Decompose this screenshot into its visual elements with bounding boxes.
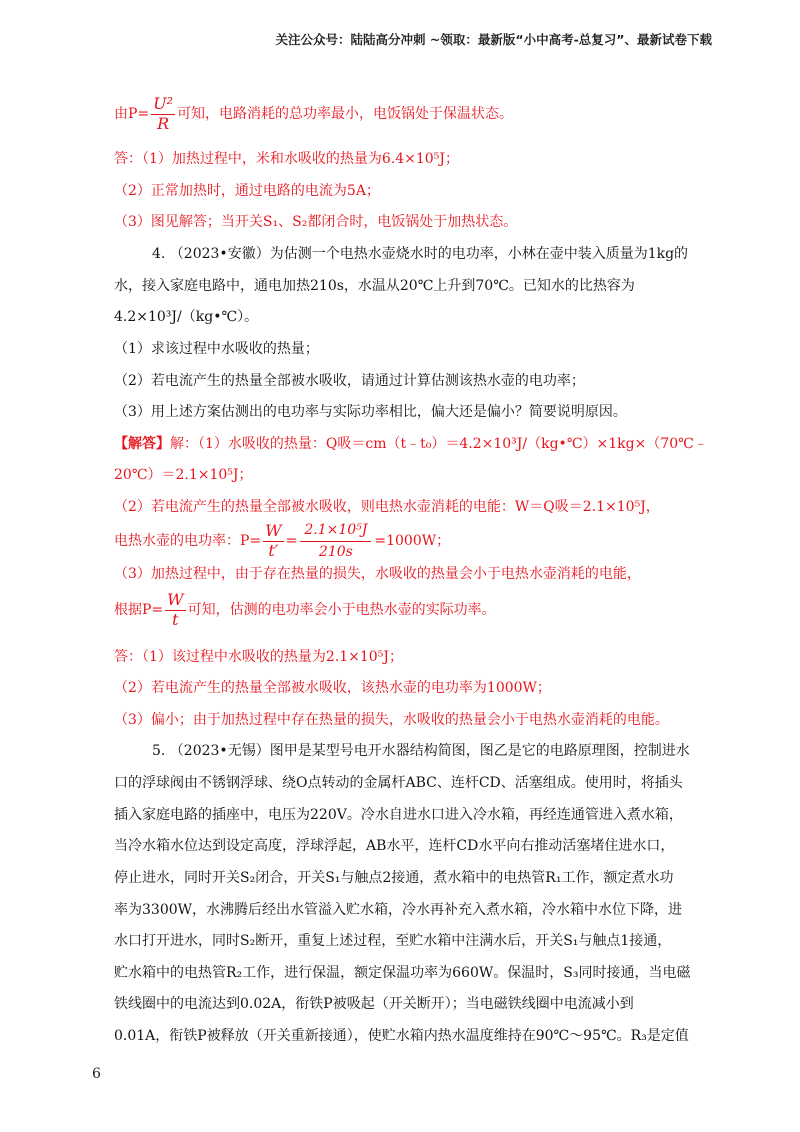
final-answer-3: （3）偏小；由于加热过程中存在热量的损失，水吸收的热量会小于电热水壶消耗的电能。: [114, 712, 669, 728]
text-fragment: 可知，电路消耗的总功率最小，电饭锅处于保温状态。: [177, 106, 514, 122]
text-fragment: =1000W；: [374, 533, 451, 549]
fraction-u2-over-r: [151, 93, 175, 133]
solution-line-3: （2）若电流产生的热量全部被水吸收，则电热水壶消耗的电能：W＝Q吸＝2.1×10⁵J，: [114, 499, 660, 515]
equals-sign: =: [285, 533, 298, 549]
fraction-w-over-t: [165, 589, 185, 629]
answer-line-2: （2）正常加热时，通过电路的电流为5A；: [114, 183, 380, 199]
question-5-line-2: 口的浮球阀由不锈钢浮球、绕O点转动的金属杆ABC、连杆CD、活塞组成。使用时，将插头: [114, 775, 683, 791]
text-fragment: 可知，估测的电功率会小于电热水壶的实际功率。: [187, 602, 496, 618]
question-4-line-1: 4. （2023•安徽）为估测一个电热水壶烧水时的电功率，小林在壶中装入质量为1kg的: [152, 246, 689, 262]
fraction-numerator: W: [265, 520, 282, 540]
solution-tag: 【解答】: [114, 436, 170, 452]
question-5-line-5: 停止进水，同时开关S₂闭合，开关S₁与触点2接通，煮水箱中的电热管R₁工作，额定煮水功: [114, 870, 674, 886]
question-5-line-9: 铁线圈中的电流达到0.02A，衔铁P被吸起（开关断开）；当电磁铁线圈中电流减小到: [114, 996, 634, 1012]
page-header: 关注公众号：陆陆高分冲刺 ~领取：最新版“小中高考-总复习”、最新试卷下载: [275, 32, 712, 47]
question-4-sub-2: （2）若电流产生的热量全部被水吸收，请通过计算估测该热水壶的电功率；: [114, 373, 585, 389]
fraction-denominator: t′: [268, 540, 279, 560]
final-answer-1: 答：（1）该过程中水吸收的热量为2.1×10⁵J；: [114, 649, 403, 665]
power-calc-line: [114, 516, 700, 566]
fraction-energy-over-time: [300, 522, 371, 561]
conclusion-formula-line: [114, 588, 700, 632]
page-number: 6: [92, 1066, 101, 1082]
final-answer-2: （2）若电流产生的热量全部被水吸收，该热水壶的电功率为1000W；: [114, 680, 551, 696]
answer-line-3: （3）图见解答；当开关S₁、S₂都闭合时，电饭锅处于加热状态。: [114, 214, 518, 230]
question-5-line-3: 插入家庭电路的插座中，电压为220V。冷水自进水口进入冷水箱，再经连通管进入煮水箱，: [114, 807, 683, 823]
solution-line-4: （3）加热过程中，由于存在热量的损失，水吸收的热量会小于电热水壶消耗的电能，: [114, 566, 641, 582]
question-5-line-6: 率为3300W，水沸腾后经出水管溢入贮水箱，冷水再补充入煮水箱，冷水箱中水位下降，进: [114, 902, 683, 918]
question-4-line-3: 4.2×10³J/（kg•℃）。: [114, 309, 259, 325]
text-fragment: 解：（1）水吸收的热量：Q吸＝cm（t﹣t₀）＝4.2×10³J/（kg•℃）×1kg×（70℃﹣: [170, 436, 708, 452]
fraction-w-over-t: [263, 520, 283, 560]
question-4-sub-1: （1）求该过程中水吸收的热量；: [114, 341, 319, 357]
power-formula-line: [114, 92, 700, 136]
answer-line-1: 答：（1）加热过程中，米和水吸收的热量为6.4×10⁵J；: [114, 151, 459, 167]
question-4-sub-3: （3）用上述方案估测出的电功率与实际功率相比，偏大还是偏小？简要说明原因。: [114, 404, 627, 420]
fraction-denominator: t: [172, 609, 179, 629]
fraction-numerator: 2.1×10⁵J: [300, 522, 371, 542]
text-fragment: 电热水壶的电功率：P=: [114, 533, 262, 549]
fraction-denominator: 210s: [318, 543, 353, 560]
text-fragment: 由P=: [114, 106, 150, 122]
fraction-numerator: U²: [153, 93, 174, 113]
question-5-line-10: 0.01A，衔铁P被释放（开关重新接通），使贮水箱内热水温度维持在90℃～95℃。R₃是定值: [114, 1028, 689, 1044]
question-5-line-4: 当冷水箱水位达到设定高度，浮球浮起，AB水平，连杆CD水平向右推动活塞堵住进水口，: [114, 838, 675, 854]
question-5-line-1: 5. （2023•无锡）图甲是某型号电开水器结构简图，图乙是它的电路原理图，控制进水: [152, 743, 690, 759]
question-5-line-7: 水口打开进水，同时S₂断开，重复上述过程，至贮水箱中注满水后，开关S₁与触点1接通，: [114, 933, 672, 949]
fraction-denominator: R: [157, 113, 170, 133]
question-4-line-2: 水，接入家庭电路中，通电加热210s，水温从20℃上升到70℃。已知水的比热容为: [114, 278, 635, 294]
fraction-numerator: W: [167, 589, 184, 609]
solution-line-1: [114, 434, 708, 454]
solution-line-2: 20℃）＝2.1×10⁵J；: [114, 467, 253, 483]
text-fragment: 根据P=: [114, 602, 164, 618]
question-5-line-8: 贮水箱中的电热管R₂工作，进行保温，额定保温功率为660W。保温时，S₃同时接通，当电磁: [114, 965, 691, 981]
